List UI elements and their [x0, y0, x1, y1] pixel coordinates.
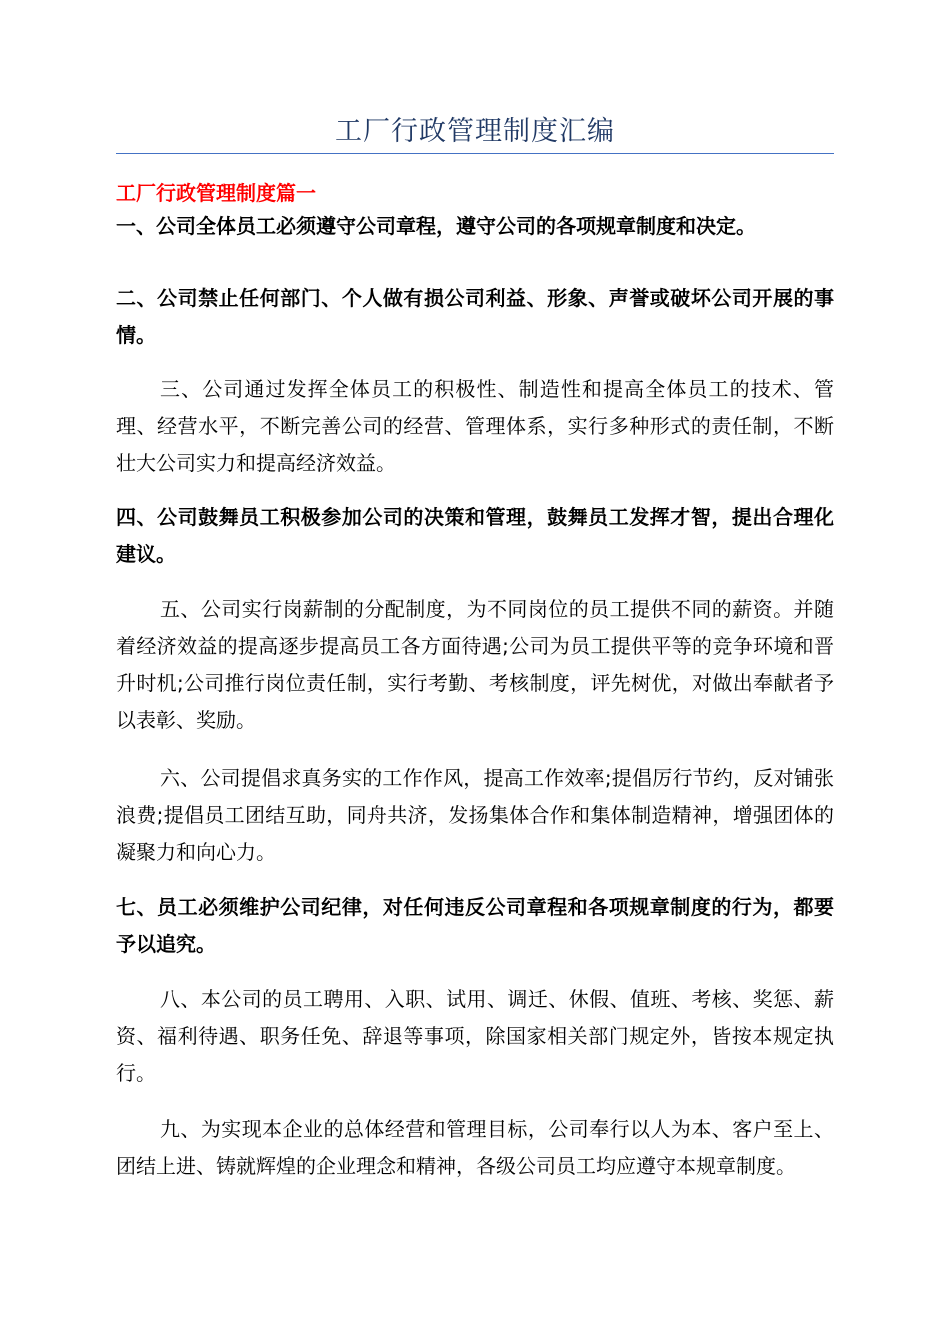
clause-2: 二、公司禁止任何部门、个人做有损公司利益、形象、声誉或破坏公司开展的事情。	[116, 286, 834, 347]
clause-5: 五、公司实行岗薪制的分配制度，为不同岗位的员工提供不同的薪资。并随着经济效益的提高逐步提高员工各方面待遇;公司为员工提供平等的竞争环境和晋升时机;公司推行岗位责任制，实行考勤、考核制度，评先树优，对做出奉献者予以表彰、奖励。	[116, 597, 834, 732]
clause-9: 九、为实现本企业的总体经营和管理目标，公司奉行以人为本、客户至上、团结上进、铸就辉煌的企业理念和精神，各级公司员工均应遵守本规章制度。	[116, 1117, 834, 1178]
document-title: 工厂行政管理制度汇编	[335, 116, 615, 147]
section-heading: 工厂行政管理制度篇一	[116, 181, 316, 205]
title-divider	[116, 153, 834, 154]
clause-8: 八、本公司的员工聘用、入职、试用、调迁、休假、值班、考核、奖惩、薪资、福利待遇、职务任免、辞退等事项，除国家相关部门规定外，皆按本规定执行。	[116, 987, 834, 1085]
clause-3: 三、公司通过发挥全体员工的积极性、制造性和提高全体员工的技术、管理、经营水平，不断完善公司的经营、管理体系，实行多种形式的责任制，不断壮大公司实力和提高经济效益。	[116, 377, 834, 475]
clause-4: 四、公司鼓舞员工积极参加公司的决策和管理，鼓舞员工发挥才智，提出合理化建议。	[116, 505, 834, 566]
clause-1: 一、公司全体员工必须遵守公司章程，遵守公司的各项规章制度和决定。	[116, 214, 756, 238]
clause-6: 六、公司提倡求真务实的工作作风，提高工作效率;提倡厉行节约，反对铺张浪费;提倡员工团结互助，同舟共济，发扬集体合作和集体制造精神，增强团体的凝聚力和向心力。	[116, 766, 834, 864]
clause-7: 七、员工必须维护公司纪律，对任何违反公司章程和各项规章制度的行为，都要予以追究。	[116, 895, 834, 956]
